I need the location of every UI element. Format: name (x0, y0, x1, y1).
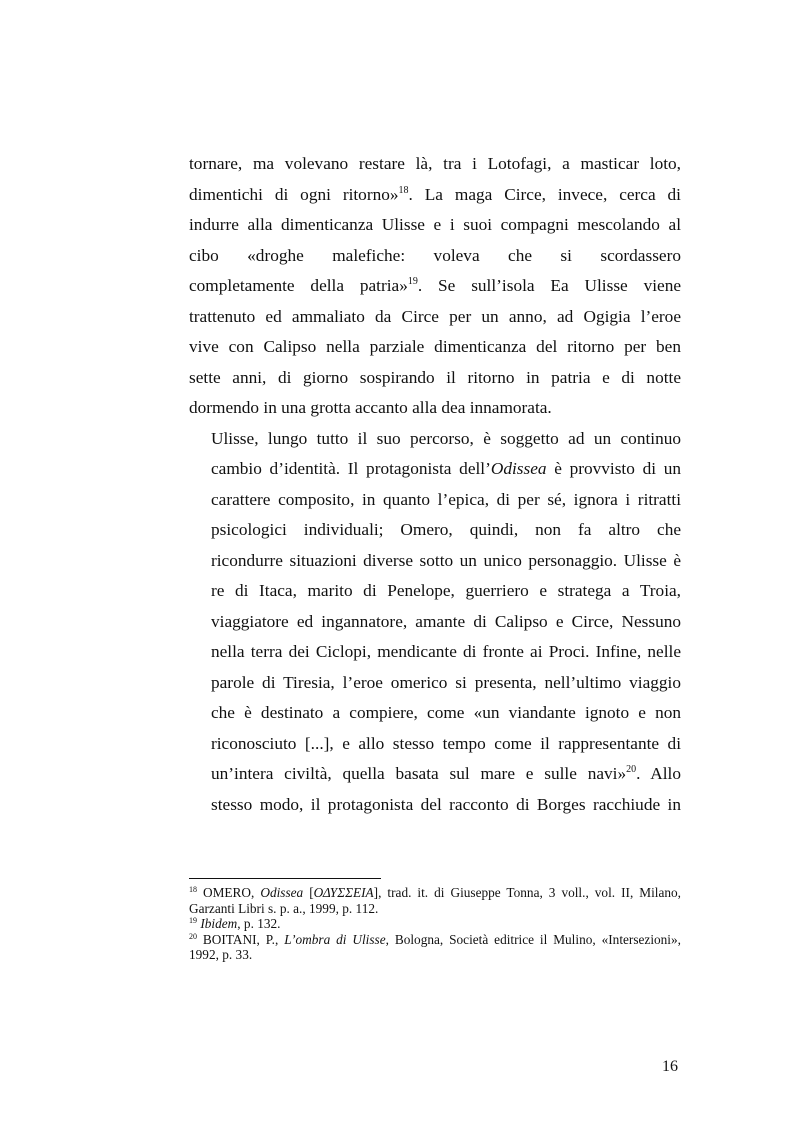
text-line: vive con Calipso nella parziale dimenticanza del ritorno per ben (189, 337, 681, 356)
italic-title: Odissea (490, 459, 547, 478)
footnote-ref-20[interactable]: 20 (626, 764, 637, 775)
footnote-19: $^{19}$ Ibidem, p. 132. (189, 916, 281, 932)
page-number: 16 (662, 1058, 678, 1075)
text-line: dormendo in una grotta accanto alla dea innamorata. (189, 398, 552, 417)
footnote-20: $^{20}$ BOITANI, P., L’ombra di Ulisse, Bologna, Società editrice il Mulino, «Intersezioni», 1992, p. 33. (189, 931, 681, 963)
text-line: riconosciuto [...], e allo stesso tempo come il rappresentante di (211, 733, 681, 753)
text-line: cambio d’identità. Il protagonista dell’Odissea è provvisto di un (211, 459, 681, 478)
footnote-ref-18[interactable]: 18 (398, 184, 409, 196)
paragraph-2 (189, 424, 681, 821)
text-line: psicologici individuali; Omero, quindi, non fa altro che (211, 520, 681, 539)
footnotes (189, 878, 681, 963)
text-line: carattere composito, in quanto l’epica, di per sé, ignora i ritratti (211, 489, 681, 509)
page-body (189, 149, 681, 820)
text-line: indurre alla dimenticanza Ulisse e i suoi compagni mescolando al (189, 215, 681, 234)
text-line: un’intera civiltà, quella basata sul mare e sulle navi»$^{20}$. Allo (211, 764, 681, 783)
text-line: che è destinato a compiere, come «un viandante ignoto e non (211, 703, 681, 722)
text-line: nella terra dei Ciclopi, mendicante di fronte ai Proci. Infine, nelle (211, 642, 681, 661)
footnote-divider (189, 878, 381, 879)
text-line: cibo «droghe malefiche: voleva che si scordassero (189, 245, 681, 265)
main-text (189, 149, 681, 820)
text-line: tornare, ma volevano restare là, tra i Lotofagi, a masticar loto, (189, 154, 681, 173)
text-line: re di Itaca, marito di Penelope, guerriero e stratega a Troia, (211, 581, 681, 600)
text-line: completamente della patria»$^{19}$. Se sull’isola Ea Ulisse viene (189, 276, 681, 295)
text-line: ricondurre situazioni diverse sotto un unico personaggio. Ulisse è (211, 550, 681, 570)
footnote-18: $^{18}$ OMERO, Odissea [ΟΔΥΣΣΕΙΑ], trad. it. di Giuseppe Tonna, 3 voll., vol. II, Milano, Garzanti Libri s. p. a., 1999, p. 112. (189, 885, 681, 916)
footnote-ref-19[interactable]: 19 (407, 276, 418, 287)
text-line: sette anni, di giorno sospirando il ritorno in patria e di notte (189, 367, 681, 387)
text-line: stesso modo, il protagonista del racconto di Borges racchiude in (211, 794, 681, 814)
text-line: Ulisse, lungo tutto il suo percorso, è soggetto ad un continuo (211, 428, 681, 448)
text-line: dimentichi di ogni ritorno»$^{18}$. La maga Circe, invece, cerca di (189, 184, 681, 204)
text-line: trattenuto ed ammaliato da Circe per un anno, ad Ogigia l’eroe (189, 306, 681, 326)
text-line: parole di Tiresia, l’eroe omerico si presenta, nell’ultimo viaggio (211, 672, 681, 692)
text-line: viaggiatore ed ingannatore, amante di Calipso e Circe, Nessuno (211, 611, 681, 631)
paragraph-1 (189, 149, 681, 424)
